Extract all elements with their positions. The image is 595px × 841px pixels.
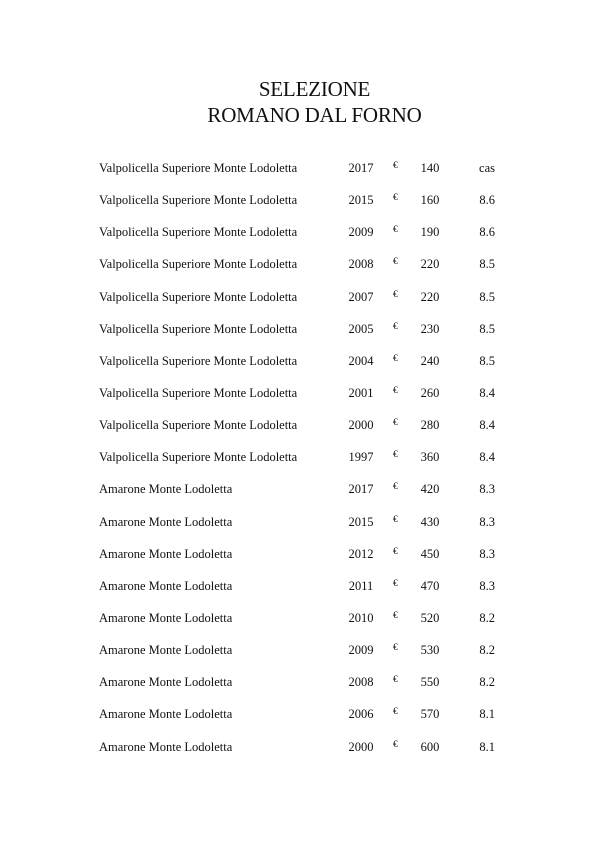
wine-row bbox=[0, 703, 595, 735]
currency-symbol: € bbox=[393, 321, 398, 332]
wine-vintage: 2011 bbox=[348, 578, 374, 593]
wine-vintage: 2009 bbox=[348, 643, 374, 658]
wine-code: 8.6 bbox=[479, 193, 495, 208]
wine-code: 8.5 bbox=[479, 289, 495, 304]
wine-code: 8.5 bbox=[479, 321, 495, 336]
currency-symbol: € bbox=[393, 161, 398, 171]
wine-price: 420 bbox=[420, 482, 440, 497]
wine-vintage: 2017 bbox=[348, 161, 374, 175]
currency-symbol: € bbox=[393, 257, 398, 268]
wine-price: 530 bbox=[420, 643, 440, 658]
wine-price: 260 bbox=[420, 385, 440, 400]
currency-symbol: € bbox=[393, 514, 398, 525]
wine-name: Amarone Monte Lodoletta bbox=[99, 739, 233, 754]
wine-vintage: 2008 bbox=[348, 675, 374, 690]
wine-price: 240 bbox=[420, 353, 440, 368]
wine-name: Amarone Monte Lodoletta bbox=[99, 514, 233, 529]
wine-code: 8.1 bbox=[479, 707, 495, 722]
wine-vintage: 2000 bbox=[348, 418, 374, 433]
wine-name: Amarone Monte Lodoletta bbox=[99, 482, 233, 497]
wine-code: 8.3 bbox=[479, 578, 495, 593]
wine-vintage: 2009 bbox=[348, 225, 374, 240]
wine-name: Valpolicella Superiore Monte Lodoletta bbox=[99, 161, 298, 175]
wine-price: 520 bbox=[420, 610, 440, 625]
wine-name: Valpolicella Superiore Monte Lodoletta bbox=[99, 450, 298, 465]
wine-vintage: 2005 bbox=[348, 321, 374, 336]
wine-name: Valpolicella Superiore Monte Lodoletta bbox=[99, 321, 298, 336]
wine-code: 8.2 bbox=[479, 610, 495, 625]
wine-vintage: 2008 bbox=[348, 257, 374, 272]
currency-symbol: € bbox=[393, 675, 398, 686]
wine-row bbox=[0, 318, 595, 350]
currency-symbol: € bbox=[393, 418, 398, 429]
wine-code: 8.3 bbox=[479, 514, 495, 529]
wine-row bbox=[0, 478, 595, 510]
wine-code: 8.1 bbox=[479, 739, 495, 754]
currency-symbol: € bbox=[393, 289, 398, 300]
currency-symbol: € bbox=[393, 353, 398, 364]
wine-row bbox=[0, 736, 595, 768]
wine-vintage: 2015 bbox=[348, 193, 374, 208]
currency-symbol: € bbox=[393, 482, 398, 493]
wine-row bbox=[0, 189, 595, 221]
wine-list bbox=[0, 157, 595, 768]
wine-name: Valpolicella Superiore Monte Lodoletta bbox=[99, 385, 298, 400]
wine-row bbox=[0, 543, 595, 575]
wine-row bbox=[0, 575, 595, 607]
currency-symbol: € bbox=[393, 707, 398, 718]
wine-price: 450 bbox=[420, 546, 440, 561]
wine-name: Amarone Monte Lodoletta bbox=[99, 643, 233, 658]
wine-vintage: 2012 bbox=[348, 546, 374, 561]
wine-name: Amarone Monte Lodoletta bbox=[99, 546, 233, 561]
currency-symbol: € bbox=[393, 225, 398, 236]
wine-price: 600 bbox=[420, 739, 440, 754]
wine-code: 8.2 bbox=[479, 643, 495, 658]
currency-symbol: € bbox=[393, 546, 398, 557]
wine-code: 8.4 bbox=[479, 385, 495, 400]
wine-name: Valpolicella Superiore Monte Lodoletta bbox=[99, 257, 298, 272]
currency-symbol: € bbox=[393, 385, 398, 396]
wine-name: Valpolicella Superiore Monte Lodoletta bbox=[99, 353, 298, 368]
wine-code: 8.4 bbox=[479, 418, 495, 433]
wine-row bbox=[0, 511, 595, 543]
wine-row bbox=[0, 221, 595, 253]
wine-vintage: 2006 bbox=[348, 707, 374, 722]
wine-price: 140 bbox=[420, 161, 440, 175]
currency-symbol: € bbox=[393, 610, 398, 621]
currency-symbol: € bbox=[393, 193, 398, 204]
wine-code: cas bbox=[479, 161, 495, 175]
wine-price: 220 bbox=[420, 289, 440, 304]
wine-code: 8.5 bbox=[479, 257, 495, 272]
wine-code: 8.2 bbox=[479, 675, 495, 690]
wine-price: 570 bbox=[420, 707, 440, 722]
wine-row bbox=[0, 286, 595, 318]
wine-code: 8.3 bbox=[479, 482, 495, 497]
wine-price: 430 bbox=[420, 514, 440, 529]
wine-vintage: 2000 bbox=[348, 739, 374, 754]
wine-code: 8.6 bbox=[479, 225, 495, 240]
wine-name: Amarone Monte Lodoletta bbox=[99, 675, 233, 690]
wine-row bbox=[0, 639, 595, 671]
wine-price: 230 bbox=[420, 321, 440, 336]
wine-row bbox=[0, 157, 595, 189]
page-title-line-2: ROMANO DAL FORNO bbox=[207, 103, 422, 127]
wine-vintage: 2010 bbox=[348, 610, 374, 625]
wine-vintage: 1997 bbox=[348, 450, 374, 465]
currency-symbol: € bbox=[393, 643, 398, 654]
wine-row bbox=[0, 350, 595, 382]
wine-name: Valpolicella Superiore Monte Lodoletta bbox=[99, 418, 298, 433]
wine-row bbox=[0, 671, 595, 703]
wine-vintage: 2017 bbox=[348, 482, 374, 497]
page-title-line-1: SELEZIONE bbox=[258, 77, 371, 101]
wine-row bbox=[0, 253, 595, 285]
wine-vintage: 2007 bbox=[348, 289, 374, 304]
wine-price: 470 bbox=[420, 578, 440, 593]
wine-name: Amarone Monte Lodoletta bbox=[99, 610, 233, 625]
wine-price: 160 bbox=[420, 193, 440, 208]
wine-row bbox=[0, 446, 595, 478]
currency-symbol: € bbox=[393, 450, 398, 461]
wine-row bbox=[0, 382, 595, 414]
wine-name: Valpolicella Superiore Monte Lodoletta bbox=[99, 225, 298, 240]
currency-symbol: € bbox=[393, 739, 398, 750]
wine-price: 220 bbox=[420, 257, 440, 272]
wine-row bbox=[0, 414, 595, 446]
wine-vintage: 2015 bbox=[348, 514, 374, 529]
wine-price: 190 bbox=[420, 225, 440, 240]
wine-name: Valpolicella Superiore Monte Lodoletta bbox=[99, 289, 298, 304]
wine-code: 8.5 bbox=[479, 353, 495, 368]
currency-symbol: € bbox=[393, 578, 398, 589]
wine-code: 8.3 bbox=[479, 546, 495, 561]
wine-vintage: 2001 bbox=[348, 385, 374, 400]
wine-price: 360 bbox=[420, 450, 440, 465]
wine-code: 8.4 bbox=[479, 450, 495, 465]
wine-vintage: 2004 bbox=[348, 353, 374, 368]
wine-name: Valpolicella Superiore Monte Lodoletta bbox=[99, 193, 298, 208]
wine-row bbox=[0, 607, 595, 639]
wine-name: Amarone Monte Lodoletta bbox=[99, 578, 233, 593]
wine-name: Amarone Monte Lodoletta bbox=[99, 707, 233, 722]
wine-price: 550 bbox=[420, 675, 440, 690]
wine-price: 280 bbox=[420, 418, 440, 433]
